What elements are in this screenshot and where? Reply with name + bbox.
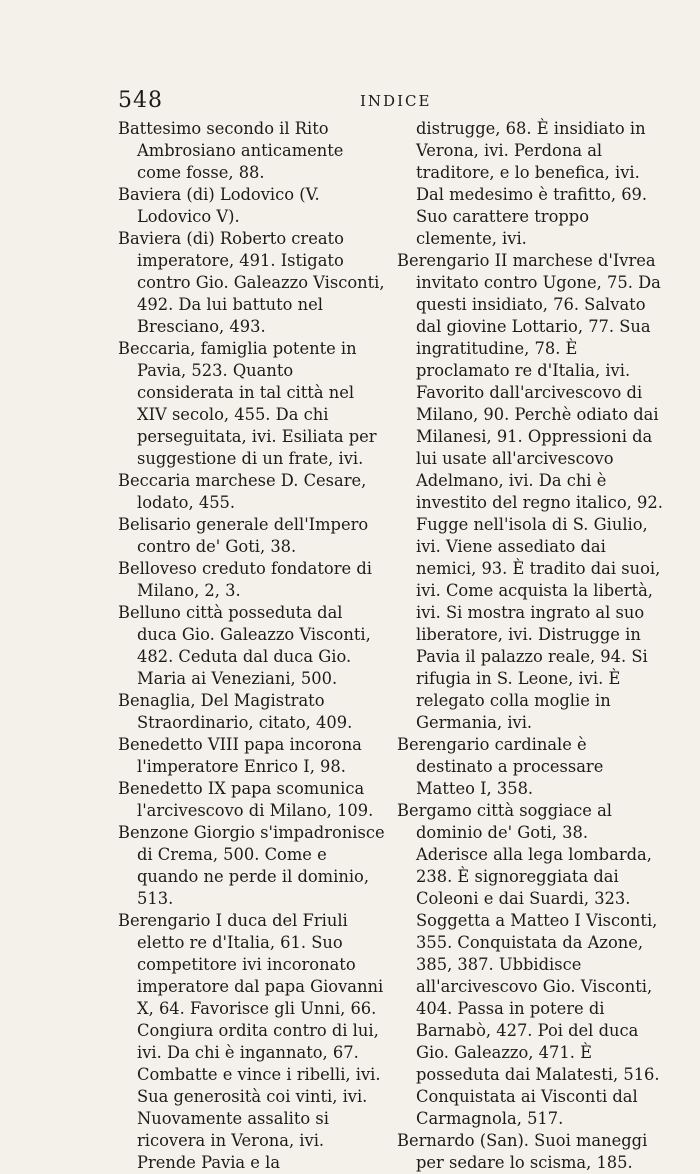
index-entry: Berengario cardinale è destinato a processare Matteo I, 358. (397, 735, 604, 798)
index-entry: Benedetto VIII papa incorona l'imperatore Enrico I, 98. (118, 735, 362, 776)
running-title: INDICE (360, 92, 432, 110)
index-entry: Baviera (di) Lodovico (V. Lodovico V). (118, 185, 320, 226)
index-entry: Benaglia, Del Magistrato Straordinario, citato, 409. (118, 691, 353, 732)
index-entry: Baviera (di) Roberto creato imperatore, 491. Istigato contro Gio. Galeazzo Visconti, 492. Da lui battuto nel Bresciano, 493. (118, 229, 385, 336)
index-entry: Battesimo secondo il Rito Ambrosiano anticamente come fosse, 88. (118, 119, 344, 182)
index-entry: Berengario II marchese d'Ivrea invitato contro Ugone, 75. Da questi insidiato, 76. Salvato dal giovine Lottario, 77. Sua ingratitudine, 78. È proclamato re d'Italia, ivi. Favorito dall'arcivescovo di Milano, 90. Perchè odiato dai Milanesi, 91. Oppressioni da lui usate all'arcivescovo Adelmano, ivi. Da chi è investito del regno italico, 92. Fugge nell'isola di S. Giulio, ivi. Viene assediato dai nemici, 93. È tradito dai suoi, ivi. Come acquista la libertà, ivi. Si mostra ingrato al suo liberatore, ivi. Distrugge in Pavia il palazzo reale, 94. Si rifugia in S. Leone, ivi. È relegato colla moglie in Germania, ivi. (397, 251, 663, 732)
index-entry: Belloveso creduto fondatore di Milano, 2, 3. (118, 559, 372, 600)
page-header (118, 88, 648, 120)
index-entry: Benzone Giorgio s'impadronisce di Crema, 500. Come e quando ne perde il dominio, 513. (118, 823, 385, 908)
page-number: 548 (118, 88, 163, 113)
index-entry: Bernardo (San). Suoi maneggi per sedare lo scisma, 185. (397, 1131, 648, 1172)
index-entry: Berengario I duca del Friuli eletto re d'Italia, 61. Suo competitore ivi incoronato imperatore dal papa Giovanni X, 64. Favorisce gli Unni, 66. Congiura ordita contro di lui, ivi. Da chi è ingannato, 67. Combatte e vince i ribelli, ivi. Sua generosità coi vinti, ivi. Nuovamente assalito si ricovera in Verona, ivi. Prende Pavia e la (118, 911, 384, 1172)
index-entry: Benedetto IX papa scomunica l'arcivescovo di Milano, 109. (118, 779, 374, 820)
index-entry: Belluno città posseduta dal duca Gio. Galeazzo Visconti, 482. Ceduta dal duca Gio. Maria ai Veneziani, 500. (118, 603, 371, 688)
index-entry: Bergamo città soggiace al dominio de' Goti, 38. Aderisce alla lega lombarda, 238. È signoreggiata dai Coleoni e dai Suardi, 323. Soggetta a Matteo I Visconti, 355. Conquistata da Azone, 385, 387. Ubbidisce all'arcivescovo Gio. Visconti, 404. Passa in potere di Barnabò, 427. Poi del duca Gio. Galeazzo, 471. È posseduta dai Malatesti, 516. Conquistata ai Visconti dal Carmagnola, 517. (397, 801, 660, 1128)
index-entry-continued: distrugge, 68. È insidiato in Verona, ivi. Perdona al traditore, e lo benefica, ivi. Dal medesimo è trafitto, 69. Suo carattere troppo clemente, ivi. (416, 119, 648, 248)
index-column-left (118, 118, 385, 1174)
index-entry: Beccaria, famiglia potente in Pavia, 523. Quanto considerata in tal città nel XIV secolo, 455. Da chi perseguitata, ivi. Esiliata per suggestione di un frate, ivi. (118, 339, 377, 468)
index-entry: Belisario generale dell'Impero contro de' Goti, 38. (118, 515, 369, 556)
index-entry: Beccaria marchese D. Cesare, lodato, 455. (118, 471, 367, 512)
index-column-right (397, 118, 664, 1174)
